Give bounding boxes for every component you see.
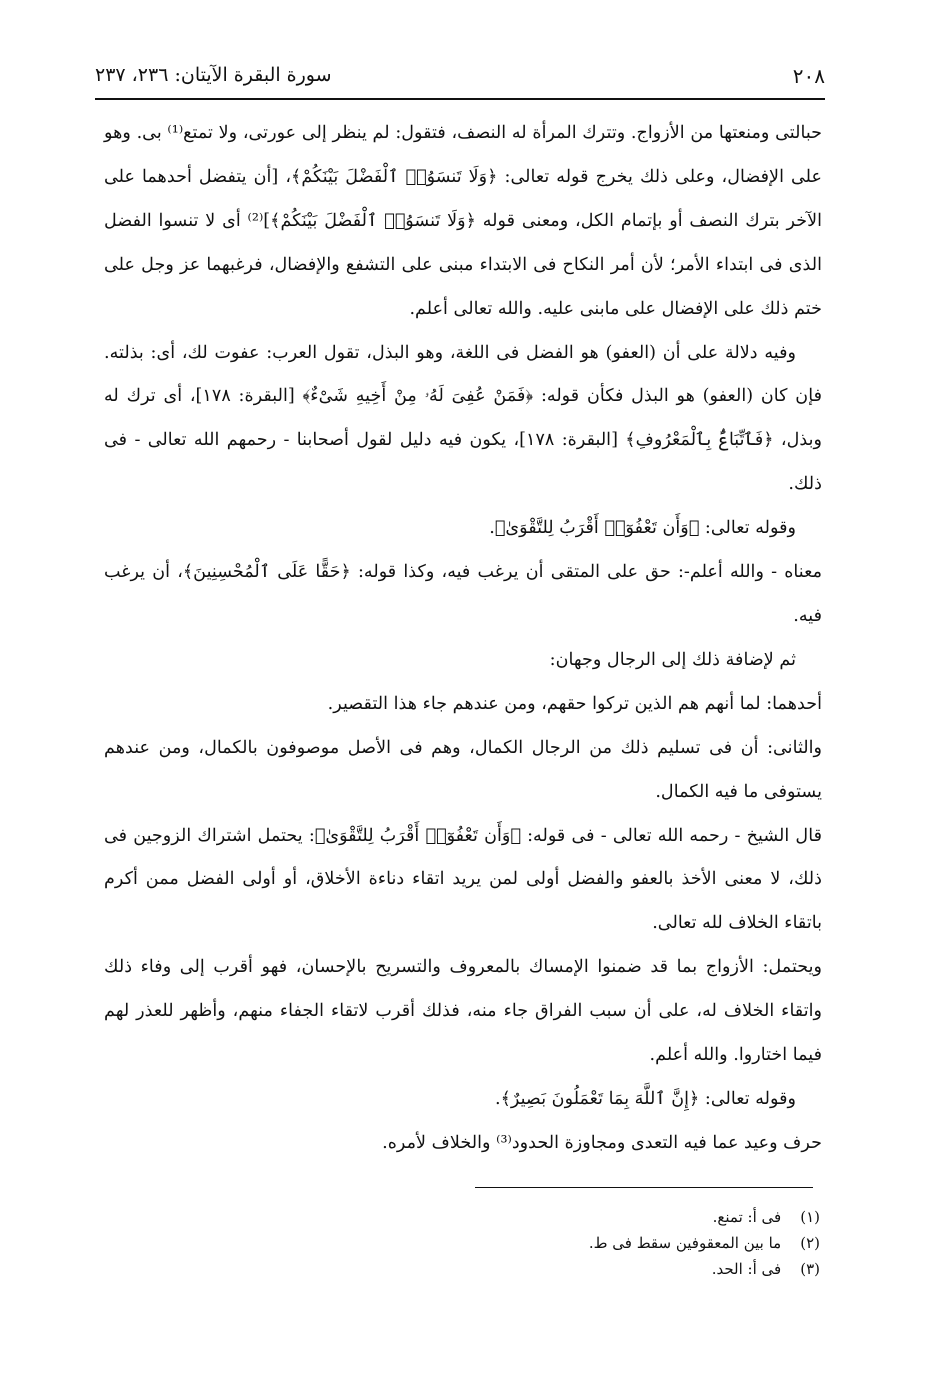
paragraph: معناه - والله أعلم-: حق على المتقى أن يرغب فيه، وكذا قوله: ﴿حَقًّا عَلَى ٱلْمُحْسِنِينَ﴾، أن يرغب فيه. [104, 562, 822, 626]
paragraph: حرف وعيد عما فيه التعدى ومجاوزة الحدود⁽³⁾ والخلاف لأمره. [382, 1132, 822, 1153]
footnote [300, 1230, 820, 1256]
footnote [300, 1204, 820, 1230]
paragraph: ويحتمل: الأزواج بما قد ضمنوا الإمساك بالمعروف والتسريح بالإحسان، فهو أقرب إلى وفاء ذلك واتقاء الخلاف له، على أن سبب الفراق جاء منه، فذلك أقرب لاتقاء الجفاء منهم، وأظهر للعذر لهم فيما اختاروا. والله أعلم. [104, 957, 822, 1066]
footnote-rule [475, 1187, 813, 1188]
paragraph: حبالتى ومنعتها من الأزواج. وتترك المرأة له النصف، فتقول: لم ينظر إلى عورتى، ولا تمتع⁽¹⁾ بى. وهو على الإفضال، وعلى ذلك يخرج قوله تعالى: ﴿وَلَا تَنسَوُا۟ ٱلْفَضْلَ بَيْنَكُمْ﴾، [أن يتفضل أحدهما على الآخر بترك النصف أو بإتمام الكل، ومعنى قوله ﴿وَلَا تَنسَوُا۟ ٱلْفَضْلَ بَيْنَكُمْ﴾]⁽²⁾ أى لا تنسوا الفضل الذى فى ابتداء الأمر؛ لأن أمر النكاح فى الابتداء مبنى على التشفع والإفضال، فرغبهما عز وجل على ختم ذلك على الإفضال على مابنى عليه. والله تعالى أعلم. [104, 123, 822, 319]
footnote-number: (١) [800, 1208, 820, 1226]
footnotes [300, 1204, 820, 1282]
paragraph: أحدهما: لما أنهم هم الذين تركوا حقهم، ومن عندهم جاء هذا التقصير. [327, 693, 822, 714]
paragraph: قال الشيخ - رحمه الله تعالى - فى قوله: ﴿وَأَن تَعْفُوٓا۟ أَقْرَبُ لِلتَّقْوَىٰ﴾: يحتمل اشتراك الزوجين فى ذلك، لا معنى الأخذ بالعفو والفضل أولى لمن يريد اتقاء دناءة الأخلاق، أو أولى الفضل ممن أكرم باتقاء الخلاف لله تعالى. [104, 825, 822, 934]
page-number: ٢٠٨ [792, 64, 825, 88]
footnote-number: (٣) [800, 1260, 820, 1278]
paragraph: وقوله تعالى: ﴿وَأَن تَعْفُوٓا۟ أَقْرَبُ لِلتَّقْوَىٰ﴾. [489, 518, 796, 539]
paragraph: وفيه دلالة على أن (العفو) هو الفضل فى اللغة، وهو البذل، تقول العرب: عفوت لك، أى: بذلته. فإن كان (العفو) هو البذل فكأن قوله: ﴿فَمَنْ عُفِىَ لَهُۥ مِنْ أَخِيهِ شَىْءٌ﴾ [البقرة: ١٧٨]، أى ترك له وبذل، ﴿فَٱتِّبَاعٌۢ بِٱلْمَعْرُوفِ﴾ [البقرة: ١٧٨]، يكون فيه دليل لقول أصحابنا - رحمهم الله تعالى - فى ذلك. [104, 342, 822, 495]
running-title: سورة البقرة الآيتان: ٢٣٦، ٢٣٧ [95, 64, 332, 86]
page-header [95, 60, 825, 96]
header-rule [95, 98, 825, 100]
footnote-text: ما بين المعقوفين سقط فى ط. [588, 1234, 782, 1252]
footnote-text: فى أ: تمنع. [712, 1208, 782, 1226]
footnote-number: (٢) [800, 1234, 820, 1252]
paragraph: وقوله تعالى: ﴿إِنَّ ٱللَّهَ بِمَا تَعْمَلُونَ بَصِيرٌ﴾. [495, 1088, 796, 1109]
paragraph: والثانى: أن فى تسليم ذلك من الرجال الكمال، وهم فى الأصل موصوفون بالكمال، ومن عندهم يستوفى ما فيه الكمال. [104, 737, 822, 802]
main-text [104, 112, 822, 1166]
footnote [300, 1256, 820, 1282]
footnote-text: فى أ: الحد. [711, 1260, 782, 1278]
paragraph: ثم لإضافة ذلك إلى الرجال وجهان: [549, 649, 796, 670]
